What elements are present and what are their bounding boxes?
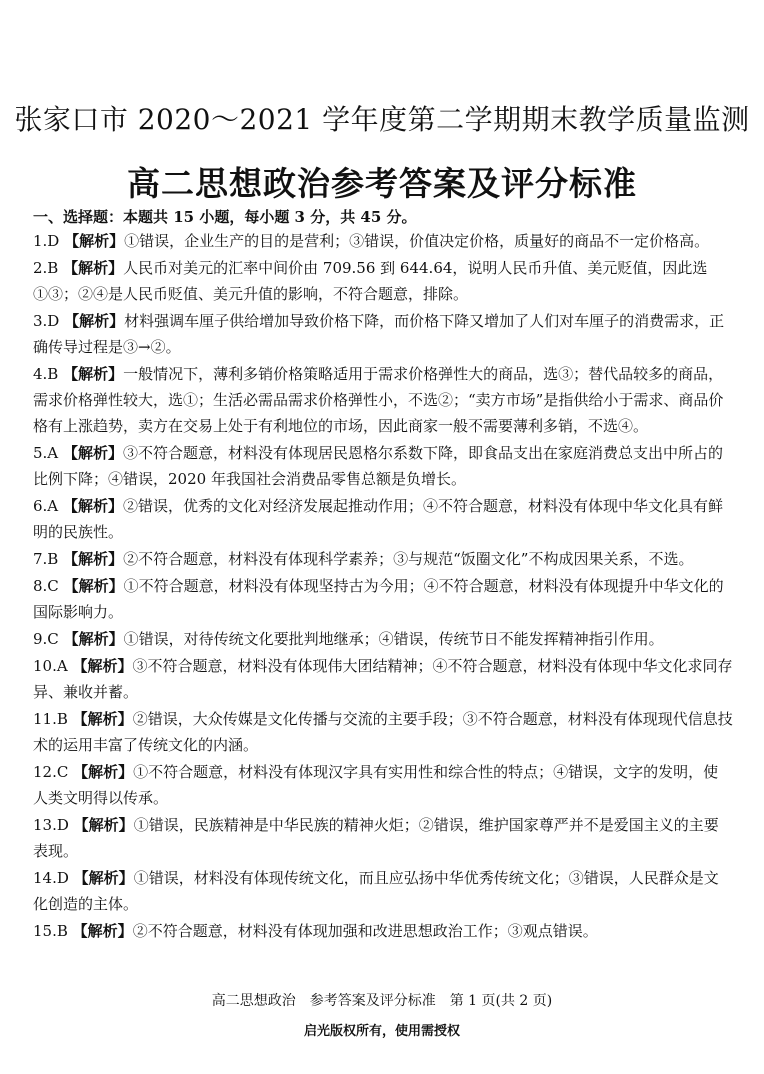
answer-list [33,228,733,944]
answer-text: 一般情况下，薄利多销价格策略适用于需求价格弹性大的商品，选③；替代品较多的商品，需求价格弹性较大，选①；生活必需品需求价格弹性小，不选②；“卖方市场”是指供给小于需求、商品价格有上涨趋势，卖方在交易上处于有利地位的市场，因此商家一般不需要薄利多销，不选④。 [33,365,724,435]
answer-text: ③不符合题意，材料没有体现伟大团结精神；④不符合题意，材料没有体现中华文化求同存异、兼收并蓄。 [33,657,733,701]
analysis-tag: 【解析】 [62,497,123,515]
answer-text: ①错误，材料没有体现传统文化，而且应弘扬中华优秀传统文化；③错误，人民群众是文化创造的主体。 [33,869,719,913]
answer-item [33,759,733,811]
answer-number: 1.D [33,232,60,250]
answer-item [33,706,733,758]
analysis-tag: 【解析】 [72,657,133,675]
answer-number: 12.C [33,763,69,781]
answer-number: 10.A [33,657,68,675]
analysis-tag: 【解析】 [64,232,125,250]
analysis-tag: 【解析】 [73,763,134,781]
answer-text: ①不符合题意，材料没有体现坚持古为今用；④不符合题意，材料没有体现提升中华文化的国际影响力。 [33,577,724,621]
answer-item [33,626,733,652]
answer-number: 2.B [33,259,59,277]
analysis-tag: 【解析】 [73,869,134,887]
answer-number: 13.D [33,816,69,834]
answer-number: 11.B [33,710,68,728]
answer-text: ②错误，优秀的文化对经济发展起推动作用；④不符合题意，材料没有体现中华文化具有鲜明的民族性。 [33,497,723,541]
analysis-tag: 【解析】 [63,577,124,595]
answer-number: 8.C [33,577,59,595]
answer-item [33,228,733,254]
answer-item [33,308,733,360]
answer-text: ②错误，大众传媒是文化传播与交流的主要手段；③不符合题意，材料没有体现现代信息技术的运用丰富了传统文化的内涵。 [33,710,733,754]
analysis-tag: 【解析】 [63,630,124,648]
answer-number: 6.A [33,497,59,515]
answer-text: 人民币对美元的汇率中间价由 709.56 到 644.64，说明人民币升值、美元贬值，因此选①③；②④是人民币贬值、美元升值的影响，不符合题意，排除。 [33,259,708,303]
answer-item [33,440,733,492]
answer-text: ①错误，民族精神是中华民族的精神火炬；②错误，维护国家尊严并不是爱国主义的主要表现。 [33,816,719,860]
answer-item [33,361,733,439]
answer-number: 5.A [33,444,59,462]
analysis-tag: 【解析】 [63,365,124,383]
answer-item [33,255,733,307]
answer-item [33,546,733,572]
answer-number: 4.B [33,365,59,383]
answer-text: ③不符合题意，材料没有体现居民恩格尔系数下降，即食品支出在家庭消费总支出中所占的比例下降；④错误，2020 年我国社会消费品零售总额是负增长。 [33,444,723,488]
answer-number: 7.B [33,550,59,568]
answer-item [33,573,733,625]
document-subtitle: 高二思想政治参考答案及评分标准 [127,164,637,203]
answer-text: ②不符合题意，材料没有体现加强和改进思想政治工作；③观点错误。 [132,922,598,940]
copyright-notice: 启光版权所有，使用需授权 [303,1024,460,1039]
page-footer: 高二思想政治 参考答案及评分标准 第 1 页(共 2 页) [211,993,553,1009]
answer-number: 9.C [33,630,59,648]
answer-text: ①不符合题意，材料没有体现汉字具有实用性和综合性的特点；④错误，文字的发明，使人类文明得以传承。 [33,763,719,807]
analysis-tag: 【解析】 [63,550,124,568]
answer-item [33,653,733,705]
answer-text: ②不符合题意，材料没有体现科学素养；③与规范“饭圈文化”不构成因果关系，不选。 [123,550,694,568]
analysis-tag: 【解析】 [72,922,133,940]
analysis-tag: 【解析】 [62,444,123,462]
answer-item [33,865,733,917]
analysis-tag: 【解析】 [63,259,124,277]
section-heading: 一、选择题：本题共 15 小题，每小题 3 分，共 45 分。 [33,208,417,226]
answer-item [33,493,733,545]
analysis-tag: 【解析】 [72,710,133,728]
analysis-tag: 【解析】 [73,816,134,834]
answer-text: 材料强调车厘子供给增加导致价格下降，而价格下降又增加了人们对车厘子的消费需求，正确传导过程是③→②。 [33,312,725,356]
answer-text: ①错误，企业生产的目的是营利；③错误，价值决定价格，质量好的商品不一定价格高。 [124,232,710,250]
exam-title: 张家口市 2020～2021 学年度第二学期期末教学质量监测 [14,103,750,136]
answer-item [33,918,733,944]
answer-text: ①错误，对待传统文化要批判地继承；④错误，传统节日不能发挥精神指引作用。 [123,630,664,648]
answer-number: 14.D [33,869,69,887]
analysis-tag: 【解析】 [64,312,125,330]
answer-number: 3.D [33,312,60,330]
answer-number: 15.B [33,922,68,940]
answer-item [33,812,733,864]
